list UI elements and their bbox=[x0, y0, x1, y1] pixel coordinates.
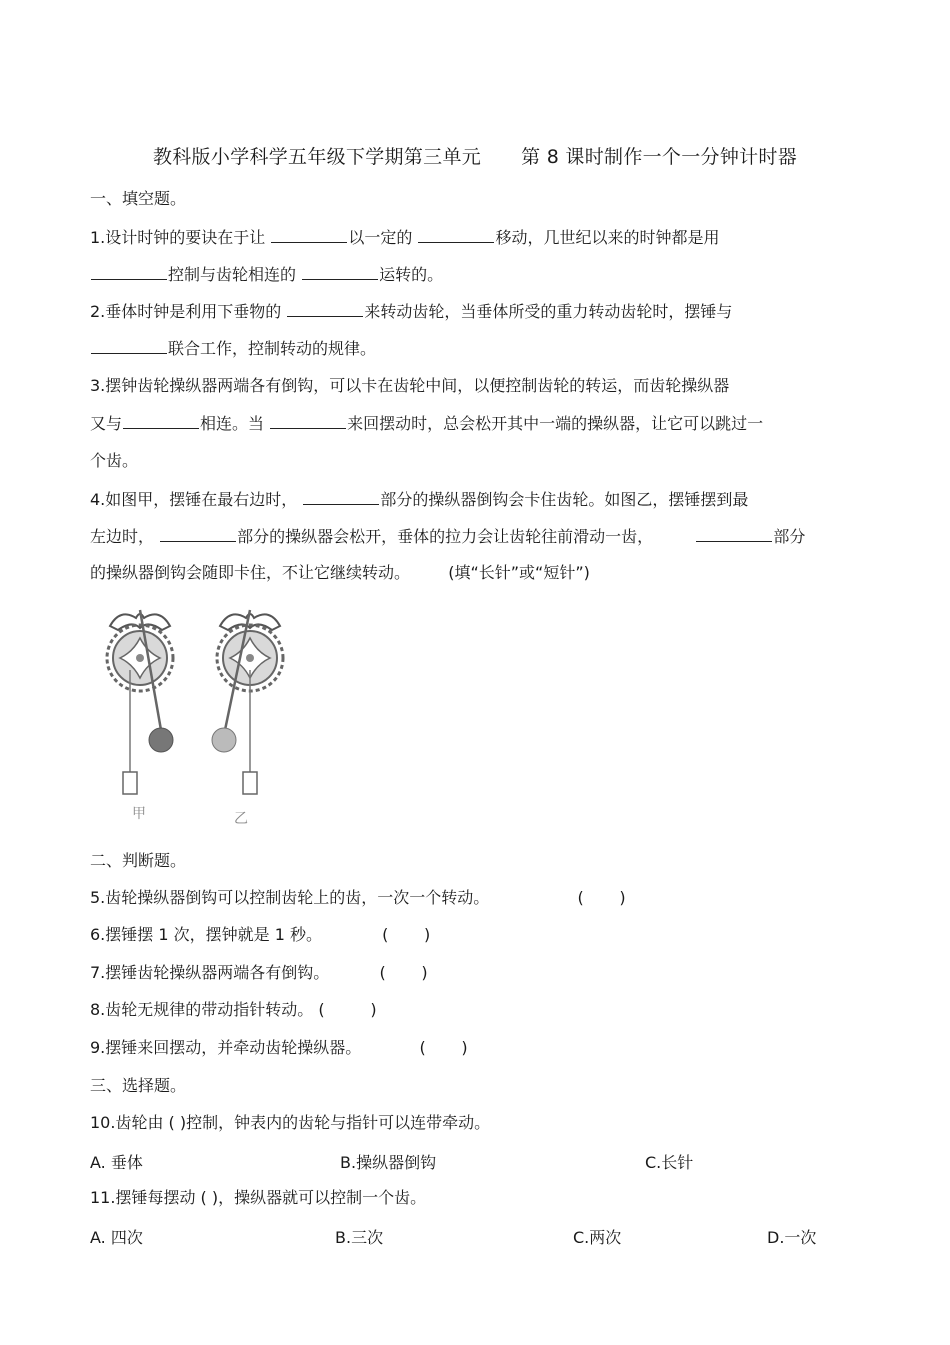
answer-parentheses[interactable]: ( ) bbox=[318, 1000, 377, 1019]
answer-blank[interactable] bbox=[302, 263, 378, 280]
answer-parentheses[interactable]: ( ) bbox=[577, 888, 626, 907]
pendulum-illustration bbox=[100, 600, 300, 830]
answer-parentheses[interactable]: ( ) bbox=[382, 925, 431, 944]
option-b[interactable]: B.操纵器倒钩 bbox=[340, 1153, 437, 1172]
label-jia: 甲 bbox=[132, 806, 146, 822]
judge-question: 7.摆锤齿轮操纵器两端各有倒钩。 ( ) bbox=[90, 963, 428, 982]
label-yi: 乙 bbox=[234, 811, 248, 827]
question-10-stem: 10.齿轮由 ( )控制，钟表内的齿轮与指针可以连带牵动。 bbox=[90, 1113, 491, 1132]
title-left: 教科版小学科学五年级下学期第三单元 bbox=[152, 146, 482, 168]
answer-parentheses[interactable]: ( ) bbox=[379, 963, 428, 982]
option-a[interactable]: A. 垂体 bbox=[90, 1153, 143, 1172]
section-fill-heading: 一、填空题。 bbox=[90, 189, 187, 208]
judge-question: 6.摆锤摆 1 次，摆钟就是 1 秒。 ( ) bbox=[90, 925, 431, 944]
title-right: 第 8 课时制作一个一分钟计时器 bbox=[521, 146, 798, 168]
question-3-line-3: 个齿。 bbox=[90, 451, 139, 470]
judge-question: 9.摆锤来回摆动，并牵动齿轮操纵器。 ( ) bbox=[90, 1038, 468, 1057]
question-3-line-1: 3.摆钟齿轮操纵器两端各有倒钩，可以卡在齿轮中间，以便控制齿轮的转运，而齿轮操纵器 bbox=[90, 376, 730, 395]
question-3-line-2: 又与 相连。当 来回摆动时，总会松开其中一端的操纵器，让它可以跳过一 bbox=[90, 414, 764, 433]
question-4-line-3: 的操纵器倒钩会随即卡住，不让它继续转动。 (填“长针”或“短针”) bbox=[90, 563, 590, 582]
answer-blank[interactable] bbox=[271, 226, 347, 243]
answer-parentheses[interactable]: ( ) bbox=[419, 1038, 468, 1057]
judge-question: 5.齿轮操纵器倒钩可以控制齿轮上的齿，一次一个转动。 ( ) bbox=[90, 888, 626, 907]
answer-blank[interactable] bbox=[303, 488, 379, 505]
answer-blank[interactable] bbox=[91, 263, 167, 280]
option-b[interactable]: B.三次 bbox=[335, 1228, 384, 1247]
answer-blank[interactable] bbox=[91, 337, 167, 354]
option-c[interactable]: C.长针 bbox=[645, 1153, 694, 1172]
pendulum-clock-figure bbox=[100, 600, 300, 830]
question-2-line-2: 联合工作，控制转动的规律。 bbox=[90, 337, 376, 360]
clock-yi-icon bbox=[212, 610, 283, 794]
answer-blank[interactable] bbox=[287, 300, 363, 317]
answer-blank[interactable] bbox=[160, 525, 236, 542]
section-choice-heading: 三、选择题。 bbox=[90, 1076, 187, 1095]
question-2-line-1: 2.垂体时钟是利用下垂物的 来转动齿轮，当垂体所受的重力转动齿轮时，摆锤与 bbox=[90, 302, 733, 321]
option-c[interactable]: C.两次 bbox=[573, 1228, 622, 1247]
section-judge-heading: 二、判断题。 bbox=[90, 851, 187, 870]
page-title bbox=[0, 142, 950, 169]
question-4-line-2: 左边时， 部分的操纵器会松开，垂体的拉力会让齿轮往前滑动一齿， 部分 bbox=[90, 527, 806, 546]
answer-blank[interactable] bbox=[418, 226, 494, 243]
option-a[interactable]: A. 四次 bbox=[90, 1228, 143, 1247]
option-d[interactable]: D.一次 bbox=[767, 1228, 817, 1247]
clock-jia-icon bbox=[107, 610, 173, 794]
answer-blank[interactable] bbox=[696, 525, 772, 542]
answer-blank[interactable] bbox=[123, 412, 199, 429]
question-4-line-1: 4.如图甲，摆锤在最右边时， 部分的操纵器倒钩会卡住齿轮。如图乙，摆锤摆到最 bbox=[90, 490, 749, 509]
question-11-stem: 11.摆锤每摆动 ( )，操纵器就可以控制一个齿。 bbox=[90, 1188, 427, 1207]
judge-question: 8.齿轮无规律的带动指针转动。 ( ) bbox=[90, 1000, 377, 1019]
answer-blank[interactable] bbox=[270, 412, 346, 429]
question-1-line-1: 1.设计时钟的要诀在于让 以一定的 移动，几世纪以来的时钟都是用 bbox=[90, 228, 720, 247]
question-1-line-2: 控制与齿轮相连的 运转的。 bbox=[90, 263, 443, 286]
